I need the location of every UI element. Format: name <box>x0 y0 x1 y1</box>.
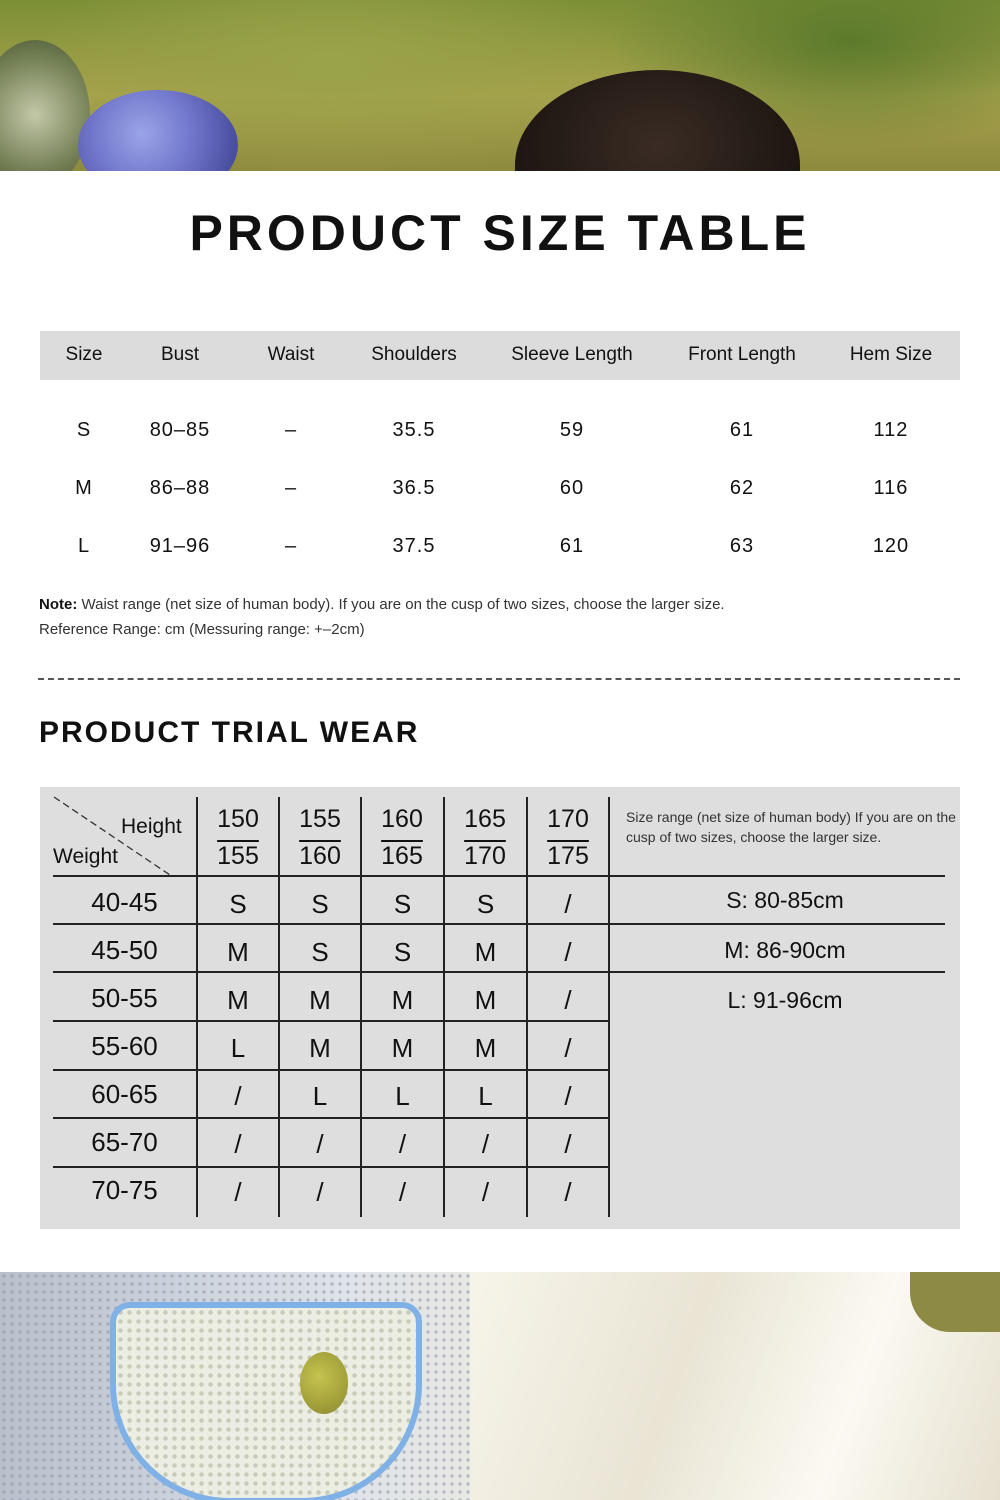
table-row <box>40 535 960 565</box>
waist-cell: – <box>284 419 298 441</box>
dashed-divider <box>38 678 960 680</box>
size-cell: S <box>76 419 92 441</box>
trial-wear-table <box>40 787 960 1229</box>
size-cell: M <box>309 1033 331 1063</box>
bust-cell: 80–85 <box>149 419 211 441</box>
height-range-170-175 <box>527 801 609 875</box>
hem-size-cell: 120 <box>872 535 910 557</box>
height-from: 150 <box>217 805 259 833</box>
size-table-header <box>40 331 960 380</box>
size-cell: M <box>309 985 331 1015</box>
note-label: Note: <box>39 596 78 613</box>
size-cell: / <box>564 1033 572 1063</box>
size-cell: S <box>393 889 412 919</box>
height-to: 155 <box>217 842 259 870</box>
height-range-150-155 <box>197 801 279 875</box>
size-cell: L <box>478 1081 493 1111</box>
height-range-160-165 <box>361 801 443 875</box>
size-cell: / <box>481 1129 490 1159</box>
shoulders-cell: 35.5 <box>392 419 436 441</box>
size-cell: / <box>398 1129 407 1159</box>
height-to: 175 <box>547 842 589 870</box>
size-cell: L <box>312 1081 328 1111</box>
header-sleeve-length: Sleeve Length <box>511 344 633 365</box>
grid-line <box>53 875 945 877</box>
size-cell: S <box>311 937 329 967</box>
size-cell: S <box>393 937 412 967</box>
size-cell: / <box>234 1081 242 1111</box>
header-bust: Bust <box>160 344 200 365</box>
shoulders-cell: 37.5 <box>392 535 436 557</box>
hydrangea-flower <box>78 90 238 171</box>
size-cell: / <box>316 1177 324 1207</box>
size-cell: / <box>564 1129 572 1159</box>
grid-line <box>53 971 945 973</box>
size-cell: S <box>311 889 329 919</box>
header-size: Size <box>65 344 103 365</box>
size-cell: M <box>75 477 93 499</box>
size-cell: / <box>564 889 572 919</box>
size-cell: M <box>474 1033 497 1063</box>
weight-cell: 60-65 <box>91 1079 158 1109</box>
size-cell: M <box>227 937 249 967</box>
size-cell: M <box>391 985 414 1015</box>
header-front-length: Front Length <box>688 344 796 365</box>
size-cell: S <box>476 889 495 919</box>
size-range-m: M: 86-90cm <box>724 937 846 963</box>
size-cell: / <box>481 1177 490 1207</box>
crochet-basket <box>110 1302 422 1500</box>
weight-cell: 70-75 <box>91 1175 158 1205</box>
size-range-l: L: 91-96cm <box>727 987 843 1013</box>
weight-cell: 65-70 <box>91 1127 158 1157</box>
height-from: 155 <box>299 805 341 833</box>
front-length-cell: 61 <box>729 419 755 441</box>
size-cell: / <box>564 937 572 967</box>
header-waist: Waist <box>267 344 315 365</box>
page-title: PRODUCT SIZE TABLE <box>189 205 811 261</box>
table-row <box>40 419 960 449</box>
size-cell: / <box>234 1129 242 1159</box>
size-cell: / <box>564 1081 572 1111</box>
grid-line <box>53 1117 610 1119</box>
size-range-s: S: 80-85cm <box>726 887 844 913</box>
size-note <box>39 596 725 613</box>
height-from: 165 <box>464 805 506 833</box>
front-length-cell: 62 <box>729 477 755 499</box>
size-cell: L <box>77 535 91 557</box>
bottom-photo <box>0 1272 1000 1500</box>
table-row <box>40 477 960 507</box>
weight-cell: 50-55 <box>91 983 158 1013</box>
top-photo <box>0 0 1000 171</box>
size-cell: L <box>230 1033 246 1063</box>
foliage <box>0 40 90 171</box>
size-cell: S <box>229 889 247 919</box>
waist-cell: – <box>284 477 298 499</box>
height-to: 165 <box>381 842 423 870</box>
bust-cell: 86–88 <box>149 477 211 499</box>
model-head <box>515 70 800 171</box>
size-cell: / <box>316 1129 324 1159</box>
size-cell: / <box>234 1177 242 1207</box>
size-cell: M <box>474 937 497 967</box>
height-to: 160 <box>299 842 341 870</box>
weight-axis-label: Weight <box>53 845 118 868</box>
height-range-155-160 <box>279 801 361 875</box>
size-cell: M <box>474 985 497 1015</box>
grid-line <box>53 1166 610 1168</box>
size-cell: / <box>398 1177 407 1207</box>
size-range-note: Size range (net size of human body) If you are on the cusp of two sizes, choose the larger size. <box>626 809 956 845</box>
trial-wear-title: PRODUCT TRIAL WEAR <box>39 716 420 749</box>
height-axis-label: Height <box>121 815 182 838</box>
size-cell: / <box>564 1177 572 1207</box>
hem-size-cell: 116 <box>873 477 909 499</box>
height-from: 160 <box>381 805 423 833</box>
grid-line <box>53 923 945 925</box>
front-length-cell: 63 <box>729 535 755 557</box>
waist-cell: – <box>284 535 298 557</box>
reference-range-note: Reference Range: cm (Messuring range: +–2cm) <box>39 621 365 638</box>
size-cell: M <box>227 985 249 1015</box>
sleeve-length-cell: 59 <box>559 419 585 441</box>
weight-cell: 55-60 <box>91 1031 158 1061</box>
height-to: 170 <box>464 842 506 870</box>
pear <box>300 1352 348 1414</box>
weight-cell: 40-45 <box>91 887 158 917</box>
sleeve-length-cell: 60 <box>559 477 585 499</box>
weight-cell: 45-50 <box>91 935 158 965</box>
grid-line <box>53 1069 610 1071</box>
hem-size-cell: 112 <box>873 419 909 441</box>
header-shoulders: Shoulders <box>371 344 457 365</box>
note-text: Waist range (net size of human body). If you are on the cusp of two sizes, choose the larger size. <box>77 596 725 613</box>
size-cell: / <box>564 985 572 1015</box>
header-hem-size: Hem Size <box>849 344 933 365</box>
grid-line <box>53 1020 610 1022</box>
height-range-165-170 <box>443 801 527 875</box>
shoulders-cell: 36.5 <box>392 477 436 499</box>
size-cell: L <box>395 1081 410 1111</box>
bust-cell: 91–96 <box>149 535 211 557</box>
sleeve-length-cell: 61 <box>559 535 585 557</box>
size-cell: M <box>391 1033 414 1063</box>
height-from: 170 <box>547 805 589 833</box>
